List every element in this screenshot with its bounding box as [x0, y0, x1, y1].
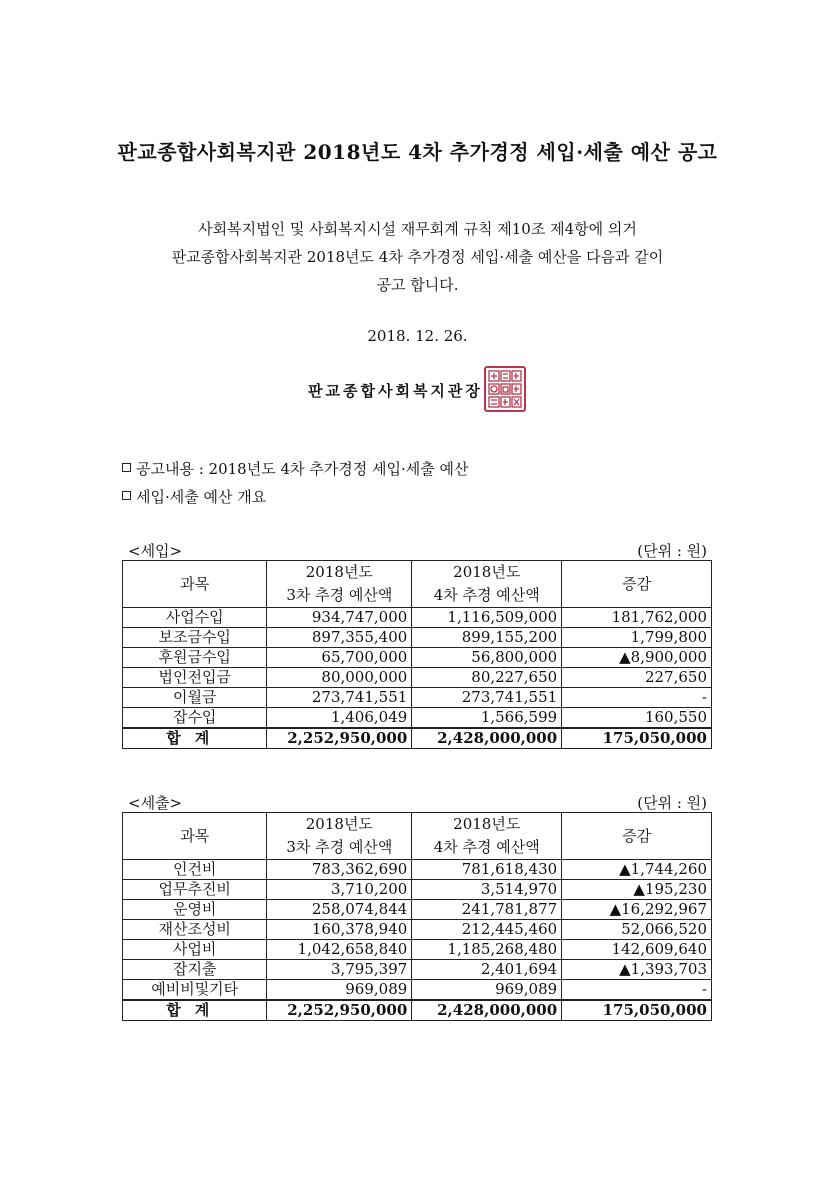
row-prev: 160,378,940 [267, 920, 412, 940]
revenue-caption: <세입> [128, 542, 183, 560]
row-curr: 212,445,460 [412, 920, 562, 940]
total-diff: 175,050,000 [562, 728, 712, 749]
header-col2-year: 2018년도 [412, 813, 562, 837]
row-name: 잡지출 [123, 960, 267, 980]
total-label: 합계 [123, 1000, 267, 1021]
header-diff: 증감 [562, 813, 712, 860]
page-title: 판교종합사회복지관 2018년도 4차 추가경정 세입·세출 예산 공고 [117, 140, 718, 164]
bullet-item [122, 455, 468, 483]
row-name: 재산조성비 [123, 920, 267, 940]
revenue-table [122, 560, 712, 749]
row-name: 운영비 [123, 900, 267, 920]
row-curr: 241,781,877 [412, 900, 562, 920]
row-name: 업무추진비 [123, 880, 267, 900]
row-diff: 160,550 [562, 708, 712, 729]
row-diff: ▲1,393,703 [562, 960, 712, 980]
intro-line-2: 판교종합사회복지관 2018년도 4차 추가경정 세입·세출 예산을 다음과 같이 [171, 248, 664, 266]
row-curr: 56,800,000 [412, 648, 562, 668]
row-name: 인건비 [123, 860, 267, 880]
header-item: 과목 [123, 813, 267, 860]
table-row [123, 708, 712, 729]
row-diff: - [562, 980, 712, 1001]
row-curr: 1,566,599 [412, 708, 562, 729]
row-diff: ▲1,744,260 [562, 860, 712, 880]
notice-date: 2018. 12. 26. [367, 327, 468, 345]
row-diff: ▲16,292,967 [562, 900, 712, 920]
row-curr: 781,618,430 [412, 860, 562, 880]
row-diff: 52,066,520 [562, 920, 712, 940]
header-diff: 증감 [562, 561, 712, 608]
row-prev: 65,700,000 [267, 648, 412, 668]
row-curr: 80,227,650 [412, 668, 562, 688]
row-curr: 899,155,200 [412, 628, 562, 648]
header-col1-year: 2018년도 [267, 561, 412, 585]
total-prev: 2,252,950,000 [267, 1000, 412, 1021]
row-curr: 1,116,509,000 [412, 608, 562, 628]
intro-paragraph [0, 215, 835, 299]
row-name: 보조금수입 [123, 628, 267, 648]
table-row [123, 668, 712, 688]
total-curr: 2,428,000,000 [412, 1000, 562, 1021]
table-row [123, 920, 712, 940]
row-diff: ▲8,900,000 [562, 648, 712, 668]
table-row [123, 648, 712, 668]
row-diff: 181,762,000 [562, 608, 712, 628]
header-col1-label: 3차 추경 예산액 [267, 836, 412, 860]
table-row [123, 940, 712, 960]
official-seal [484, 366, 526, 412]
row-prev: 3,710,200 [267, 880, 412, 900]
table-row [123, 608, 712, 628]
bullet-text: 세입·세출 예산 개요 [136, 488, 267, 506]
expense-table [122, 812, 712, 1021]
row-name: 사업비 [123, 940, 267, 960]
row-prev: 258,074,844 [267, 900, 412, 920]
row-diff: ▲195,230 [562, 880, 712, 900]
table-row [123, 688, 712, 708]
row-name: 법인전입금 [123, 668, 267, 688]
table-row [123, 860, 712, 880]
table-row [123, 628, 712, 648]
bullet-item [122, 483, 468, 511]
row-name: 예비비및기타 [123, 980, 267, 1001]
row-diff: 142,609,640 [562, 940, 712, 960]
row-prev: 1,406,049 [267, 708, 412, 729]
row-prev: 969,089 [267, 980, 412, 1001]
row-name: 이월금 [123, 688, 267, 708]
table-row [123, 980, 712, 1001]
row-prev: 273,741,551 [267, 688, 412, 708]
header-col1-year: 2018년도 [267, 813, 412, 837]
total-curr: 2,428,000,000 [412, 728, 562, 749]
intro-line-1: 사회복지법인 및 사회복지시설 재무회계 규칙 제10조 제4항에 의거 [198, 220, 637, 238]
header-col1-label: 3차 추경 예산액 [267, 584, 412, 608]
total-prev: 2,252,950,000 [267, 728, 412, 749]
header-col2-year: 2018년도 [412, 561, 562, 585]
row-prev: 934,747,000 [267, 608, 412, 628]
total-row [123, 1000, 712, 1021]
header-col2-label: 4차 추경 예산액 [412, 836, 562, 860]
row-prev: 783,362,690 [267, 860, 412, 880]
row-diff: 1,799,800 [562, 628, 712, 648]
row-curr: 969,089 [412, 980, 562, 1001]
expense-caption: <세출> [128, 794, 183, 812]
total-diff: 175,050,000 [562, 1000, 712, 1021]
row-diff: 227,650 [562, 668, 712, 688]
row-curr: 273,741,551 [412, 688, 562, 708]
revenue-unit: (단위 : 원) [637, 542, 707, 560]
row-curr: 2,401,694 [412, 960, 562, 980]
row-prev: 1,042,658,840 [267, 940, 412, 960]
table-row [123, 960, 712, 980]
header-col2-label: 4차 추경 예산액 [412, 584, 562, 608]
seal-graphic [486, 368, 524, 410]
row-prev: 3,795,397 [267, 960, 412, 980]
intro-line-3: 공고 합니다. [376, 276, 459, 294]
table-row [123, 900, 712, 920]
row-name: 사업수입 [123, 608, 267, 628]
square-bullet-icon [122, 463, 131, 472]
organization-name: 판교종합사회복지관장 [308, 382, 483, 400]
bullet-text: 공고내용 : 2018년도 4차 추가경정 세입·세출 예산 [136, 460, 469, 478]
square-bullet-icon [122, 491, 131, 500]
total-label: 합계 [123, 728, 267, 749]
row-prev: 80,000,000 [267, 668, 412, 688]
row-prev: 897,355,400 [267, 628, 412, 648]
header-item: 과목 [123, 561, 267, 608]
expense-unit: (단위 : 원) [637, 794, 707, 812]
notice-bullets [122, 455, 468, 511]
total-row [123, 728, 712, 749]
row-curr: 3,514,970 [412, 880, 562, 900]
row-diff: - [562, 688, 712, 708]
table-row [123, 880, 712, 900]
row-name: 후원금수입 [123, 648, 267, 668]
row-curr: 1,185,268,480 [412, 940, 562, 960]
row-name: 잡수입 [123, 708, 267, 729]
